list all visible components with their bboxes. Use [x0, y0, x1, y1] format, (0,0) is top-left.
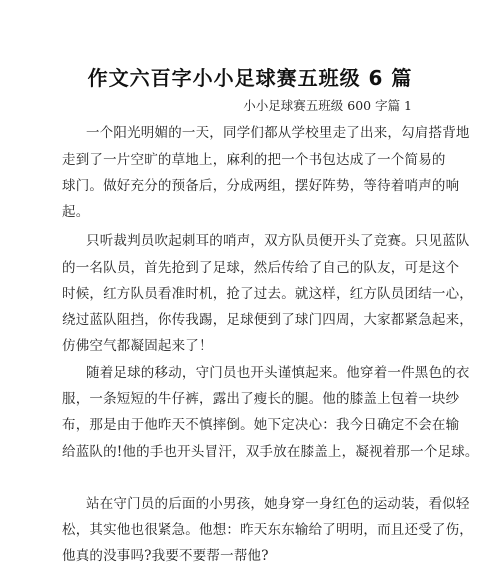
document-subtitle: 小小足球赛五班级 600 字篇 1: [243, 98, 412, 113]
paragraph-line: 的一名队员，首先抢到了足球，然后传给了自己的队友，可是这个: [62, 260, 460, 276]
paragraph-line: 随着足球的移动，守门员也开头谨慎起来。他穿着一件黑色的衣: [86, 365, 470, 381]
paragraph-line: 仿佛空气都凝固起来了！: [62, 338, 213, 354]
paragraph-line: 服，一条短短的牛仔裤，露出了瘦长的腿。他的膝盖上包着一块纱: [62, 391, 460, 407]
paragraph-line: 布，那是由于他昨天不慎摔倒。她下定决心：我今日确定不会在输: [62, 417, 460, 433]
paragraph-line: 绕过蓝队阻挡，你传我踢，足球便到了球门四周，大家都紧急起来，: [62, 312, 473, 328]
document-title: 作文六百字小小足球赛五班级 6 篇: [87, 66, 413, 90]
paragraph-line: 时候，红方队员看准时机，抢了过去。就这样，红方队员团结一心，: [62, 286, 473, 302]
paragraph-line: 给蓝队的!他的手也开头冒汗，双手放在膝盖上，凝视着那一个足球。: [62, 444, 479, 460]
paragraph-line: 走到了一片空旷的草地上，麻利的把一个书包达成了一个简易的: [62, 152, 446, 168]
paragraph-line: 站在守门员的后面的小男孩，她身穿一身红色的运动装，看似轻: [86, 496, 470, 512]
paragraph-line: 只听裁判员吹起刺耳的哨声，双方队员便开头了竞赛。只见蓝队: [86, 233, 470, 249]
paragraph-line: 他真的没事吗?我要不要帮一帮他?: [62, 548, 269, 564]
paragraph-line: 球门。做好充分的预备后，分成两组，摆好阵势，等待着哨声的响: [62, 178, 460, 194]
paragraph-line: 松，其实他也很紧急。他想：昨天东东输给了明明，而且还受了伤，: [62, 522, 473, 538]
paragraph-line: 起。: [62, 204, 90, 220]
paragraph-line: 一个阳光明媚的一天，同学们都从学校里走了出来，勾肩搭背地: [86, 125, 470, 141]
